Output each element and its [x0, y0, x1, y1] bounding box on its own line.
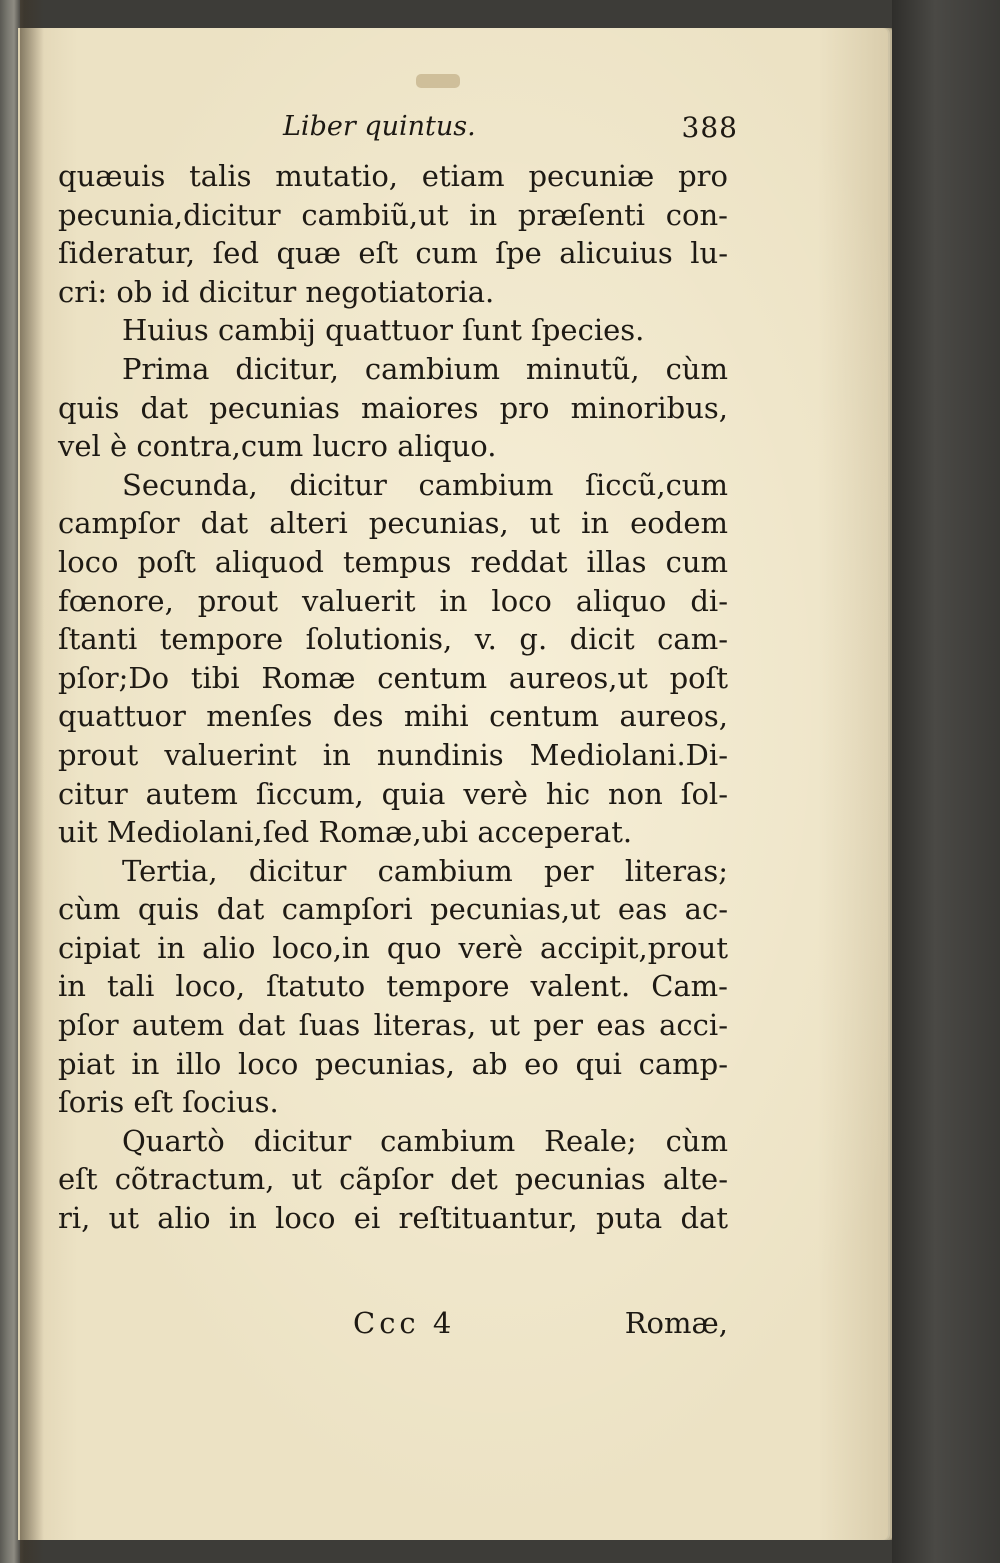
- text-line: Secunda, dicitur cambium ſiccũ,cum: [122, 467, 728, 502]
- text-line: cri: ob id dicitur negotiatoria.: [58, 274, 495, 309]
- background-cover: [892, 0, 1000, 1563]
- text-line: pſor autem dat ſuas literas, ut per eas acci-: [58, 1008, 728, 1043]
- body-text: [58, 157, 728, 1238]
- page-number: 388: [681, 111, 738, 144]
- text-line: campſor dat alteri pecunias, ut in eodem: [58, 506, 728, 541]
- text-line: loco poſt aliquod tempus reddat illas cum: [58, 544, 728, 579]
- text-line: in tali loco, ſtatuto tempore valent. Cam-: [58, 969, 728, 1004]
- text-line: quæuis talis mutatio, etiam pecuniæ pro: [58, 159, 728, 193]
- text-line: Huius cambij quattuor ſunt ſpecies.: [122, 313, 645, 348]
- text-line: uit Mediolani,ſed Romæ,ubi acceperat.: [58, 815, 633, 850]
- text-line: piat in illo loco pecunias, ab eo qui camp-: [58, 1046, 728, 1081]
- text-line: cipiat in alio loco,in quo verè accipit,prout: [58, 930, 728, 965]
- gutter-shadow: [20, 0, 44, 1563]
- text-line: ſideratur, ſed quæ eſt cum ſpe alicuius lu-: [58, 236, 728, 271]
- text-line: fœnore, prout valuerit in loco aliquo di-: [58, 583, 728, 618]
- page-stain: [416, 74, 460, 88]
- text-line: Prima dicitur, cambium minutũ, cùm: [122, 351, 728, 386]
- running-title: Liber quintus.: [283, 111, 476, 142]
- text-line: quis dat pecunias maiores pro minoribus,: [58, 390, 728, 425]
- signature-mark: Ccc 4: [353, 1306, 456, 1340]
- text-line: pecunia,dicitur cambiũ,ut in præſenti con-: [58, 197, 728, 232]
- page-header: [283, 111, 738, 151]
- text-line: vel è contra,cum lucro aliquo.: [58, 429, 497, 464]
- text-line: Tertia, dicitur cambium per literas;: [122, 853, 728, 888]
- text-line: ſoris eſt ſocius.: [58, 1085, 279, 1120]
- text-line: cùm quis dat campſori pecunias,ut eas ac-: [58, 892, 728, 927]
- page-footer: [58, 1306, 728, 1346]
- text-line: ri, ut alio in loco ei reſtituantur, puta dat: [58, 1201, 728, 1236]
- catchword: Romæ,: [624, 1306, 728, 1340]
- text-line: eſt cõtractum, ut cãpſor det pecunias alte-: [58, 1162, 728, 1197]
- text-line: ſtanti tempore ſolutionis, v. g. dicit cam-: [58, 622, 728, 657]
- text-line: citur autem ſiccum, quia verè hic non ſol-: [58, 776, 728, 811]
- text-line: Quartò dicitur cambium Reale; cùm: [122, 1123, 728, 1158]
- text-line: pſor;Do tibi Romæ centum aureos,ut poſt: [58, 660, 728, 695]
- text-line: prout valuerint in nundinis Mediolani.Di-: [58, 737, 728, 772]
- text-line: quattuor menſes des mihi centum aureos,: [58, 699, 728, 734]
